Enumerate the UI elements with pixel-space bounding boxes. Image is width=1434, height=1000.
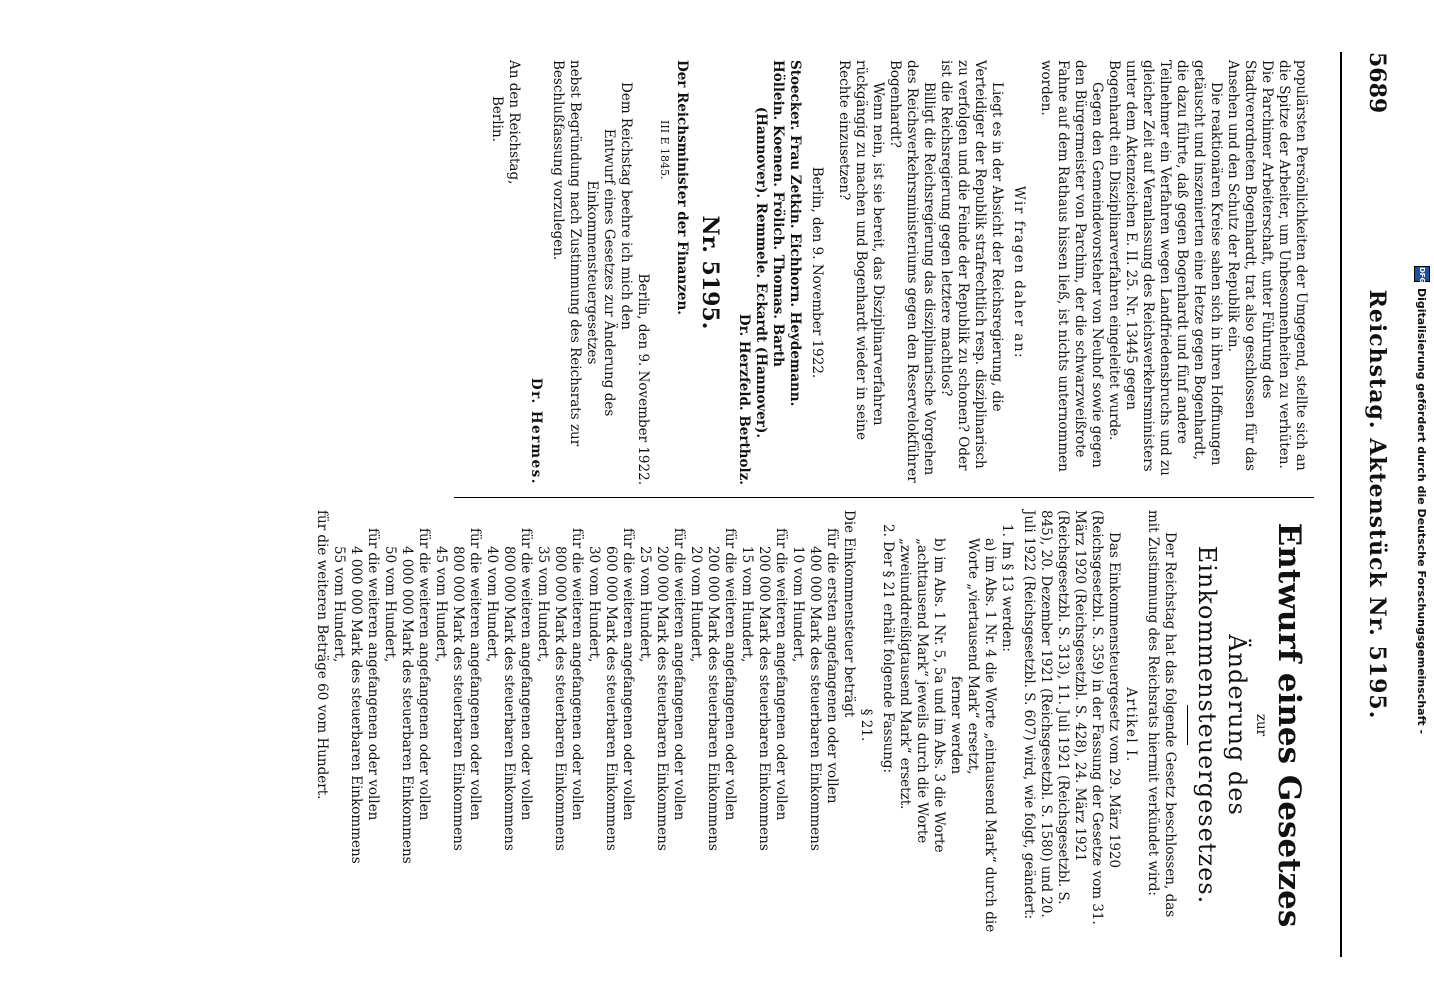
right-column: [313, 510, 1309, 940]
tax-bracket-rate: 40 vom Hundert,: [484, 546, 500, 663]
item-1: 1. Im § 13 werden:: [999, 524, 1015, 652]
digitization-credit: Digitalisierung gefördert durch die Deutsche Forschungsgemeinschaft -: [1415, 287, 1429, 735]
bill-title: Entwurf eines Gesetzes: [1271, 522, 1307, 928]
tax-bracket-amount: 400 000 Mark des steuerbaren Einkommens: [807, 546, 823, 851]
item-1b: b) im Abs. 1 Nr. 5, 5a und im Abs. 3 die Worte „achttausend Mark“ jeweils durch die Worte „zweiunddreißigtausend Mark“ ersetzt.: [897, 538, 947, 853]
tax-bracket-amount: 200 000 Mark des steuerbaren Einkommens: [705, 546, 721, 851]
item-1-ferner: ferner werden: [948, 675, 964, 775]
tax-bracket-intro: für die weiteren angefangenen oder vollen: [416, 528, 432, 821]
tax-bracket-rate: 10 vom Hundert,: [790, 546, 806, 663]
intro-paragraph: populärsten Persönlichkeiten der Umgegend, stellte sich an die Spitze der Arbeiter, um Unbesonnenheiten zu verhüten. Die Parchimer Arbeiterschaft, unter Führung des Stadtverordneten Bogenhardt, trat also geschlossen für das Ansehen und den Schutz der Republik ein.: [1225, 60, 1309, 471]
footer-strip: [1410, 0, 1434, 1000]
dfg-logo: DFG: [1414, 266, 1430, 282]
tax-bracket-rate: 15 vom Hundert,: [739, 546, 755, 663]
tax-bracket: [483, 510, 534, 940]
minister-title: Der Reichsminister der Finanzen.: [674, 60, 690, 315]
item-1a: a) im Abs. 1 Nr. 4 die Worte „eintausend Mark“ durch die Worte „viertausend Mark“ ersetzt,: [965, 538, 998, 933]
bill-zur: zur: [1253, 713, 1269, 737]
tax-bracket: [381, 510, 432, 940]
signatories-line-1: Stoecker. Frau Zetkin. Eichhorn. Heydemann.: [787, 60, 803, 407]
address-line-2: Berlin.: [489, 96, 505, 142]
tax-bracket: [585, 510, 636, 940]
article-text: Das Einkommensteuergesetz vom 29. März 1920 (Reichsgesetzbl. S. 359) in der Fassung der Gesetze vom 31. März 1920 (Reichsgesetzbl. S. 428), 24. März 1921 (Reichsgesetzbl. S. 313), 11. Juli 1921 (Reichsgesetzbl. S. 845), 20. Dezember 1921 (Reichsgesetzbl. S. 1580) und 20. Juli 1922 (Reichsgesetzbl. S. 607) wird, wie folgt, geändert:: [1021, 510, 1122, 925]
page-number: 5689: [1364, 52, 1390, 114]
reference-number: III E 1845.: [658, 120, 671, 180]
draft-title: Entwurf eines Gesetzes zur Änderung des: [601, 128, 617, 417]
tax-bracket-intro: für die weiteren angefangenen oder vollen: [620, 528, 636, 821]
tax-bracket-amount: 4 000 000 Mark des steuerbaren Einkommens: [399, 546, 415, 864]
paragraph-mayor: Gegen den Gemeindevorsteher von Neuhof sowie gegen den Bürgermeister von Parchim, der die schwarzweißrote Fahne auf dem Rathaus hissen ließ, ist nichts unternommen worden.: [1038, 60, 1105, 472]
tax-bracket-intro: für die weiteren angefangenen oder vollen: [671, 528, 687, 821]
tax-bracket-amount: 200 000 Mark des steuerbaren Einkommens: [654, 546, 670, 851]
tax-bracket-amount: 600 000 Mark des steuerbaren Einkommens: [603, 546, 619, 851]
tax-bracket-intro: für die weiteren angefangenen oder vollen: [365, 528, 381, 821]
left-column: [488, 60, 1309, 485]
document-number: Nr. 5195.: [697, 215, 723, 330]
tax-bracket: [789, 510, 840, 940]
tax-bracket-rate: 45 vom Hundert,: [433, 546, 449, 663]
preamble: Der Reichstag hat das folgende Gesetz beschlossen, das mit Zustimmung des Reichsrats hiermit verkündet wird:: [1145, 510, 1178, 918]
bill-subtitle: Änderung des Einkommensteuergesetzes.: [1193, 545, 1251, 905]
item-2: 2. Der § 21 erhält folgende Fassung:: [880, 524, 896, 774]
tax-bracket-intro: für die weiteren angefangenen oder vollen: [722, 528, 738, 821]
tax-bracket-rate: 50 vom Hundert,: [382, 546, 398, 663]
date-line-2: Berlin, den 9. November 1922.: [635, 273, 651, 485]
tax-bracket-amount: 4 000 000 Mark des steuerbaren Einkommens: [348, 546, 364, 864]
address-line-1: An den Reichstag,: [506, 60, 522, 185]
tax-bracket-rate: 35 vom Hundert,: [535, 546, 551, 663]
article-heading: Artikel I.: [1123, 687, 1139, 763]
tax-bracket: [432, 510, 483, 940]
tax-bracket-intro: für die weiteren angefangenen oder vollen: [773, 528, 789, 821]
running-head: Reichstag. Aktenstück Nr. 5195.: [1364, 289, 1390, 720]
tax-bracket-amount: 800 000 Mark des steuerbaren Einkommens: [501, 546, 517, 851]
header-rule: [1340, 52, 1342, 957]
tax-bracket-rate: 20 vom Hundert,: [688, 546, 704, 663]
closing-text: nebst Begründung nach Zustimmung des Reichsrats zur Beschlußfassung vorzulegen.: [550, 60, 583, 447]
question-intro: Wir fragen daher an:: [1011, 185, 1027, 360]
tax-bracket: [687, 510, 738, 940]
tax-bracket-amount: 800 000 Mark des steuerbaren Einkommens: [450, 546, 466, 851]
tax-bracket-amount: 200 000 Mark des steuerbaren Einkommens: [756, 546, 772, 851]
tax-bracket-intro: für die weiteren angefangenen oder vollen: [569, 528, 585, 821]
tax-bracket-list: [330, 510, 840, 940]
question-2: Billigt die Reichsregierung das disziplinarische Vorgehen des Reichsverkehrsministeriums gegen den Reservelokführer Bogenhardt?: [887, 60, 937, 483]
page-header: [1338, 52, 1396, 957]
tax-bracket: [738, 510, 789, 940]
tax-bracket: [330, 510, 381, 940]
draft-title-2: Einkommensteuergesetzes: [584, 180, 600, 365]
tax-bracket: [534, 510, 585, 940]
title-rule: [1187, 705, 1188, 745]
column-divider: [454, 497, 1314, 498]
date-line: Berlin, den 9. November 1922.: [809, 166, 825, 379]
paragraph-reaction: Die reaktionären Kreise sahen sich in ihren Hoffnungen getäuscht und inszenierten eine Hetze gegen Bogenhardt, die dazu führte, daß gegen Bogenhardt und fünf andere Teilnehmer ein Verfahren wegen Landfriedensbruchs und zu gleicher Zeit auf Veranlassung des Reichsverkehrsministers unter dem Aktenzeichen E. II. 25. Nr. 13445 gegen Bogenhardt ein Disziplinarverfahren eingeleitet wurde.: [1106, 60, 1224, 476]
tax-bracket-rate: 30 vom Hundert,: [586, 546, 602, 663]
tax-bracket: [636, 510, 687, 940]
section-intro: Die Einkommensteuer beträgt: [841, 510, 857, 718]
tax-bracket-intro: für die weiteren angefangenen oder vollen: [467, 528, 483, 821]
salutation: Dem Reichstag beehre ich mich den: [618, 82, 634, 330]
tax-bracket-amount: 800 000 Mark des steuerbaren Einkommens: [552, 546, 568, 851]
signatories-line-4: Dr. Herzfeld. Bertholz.: [736, 313, 752, 485]
tax-bracket-intro: für die ersten angefangenen oder vollen: [824, 528, 840, 804]
final-bracket: für die weiteren Beträge 60 vom Hundert.: [314, 510, 330, 800]
tax-bracket-rate: 25 vom Hundert,: [637, 546, 653, 663]
tax-bracket-intro: für die weiteren angefangenen oder vollen: [518, 528, 534, 821]
section-heading: § 21.: [858, 708, 874, 742]
signature: Dr. Hermes.: [528, 377, 544, 485]
question-1: Liegt es in der Absicht der Reichsregierung, die Verteidiger der Republik strafrechtlich resp. disziplinarisch zu verfolgen und die Feinde der Republik zu schonen? Oder ist die Reichsregierung gegen letztere machtlos?: [938, 60, 1005, 471]
signatories-line-2: Höllein. Koenen. Frölich. Thomas. Barth: [770, 60, 786, 367]
question-3: Wenn nein, ist sie bereit, das Disziplinarverfahren rückgängig zu machen und Bogenhardt wieder in seine Rechte einzusetzen?: [836, 60, 886, 441]
signatories-line-3: (Hannover). Remmele. Eckardt (Hannover).: [753, 106, 769, 439]
tax-bracket-rate: 55 vom Hundert,: [331, 546, 347, 663]
